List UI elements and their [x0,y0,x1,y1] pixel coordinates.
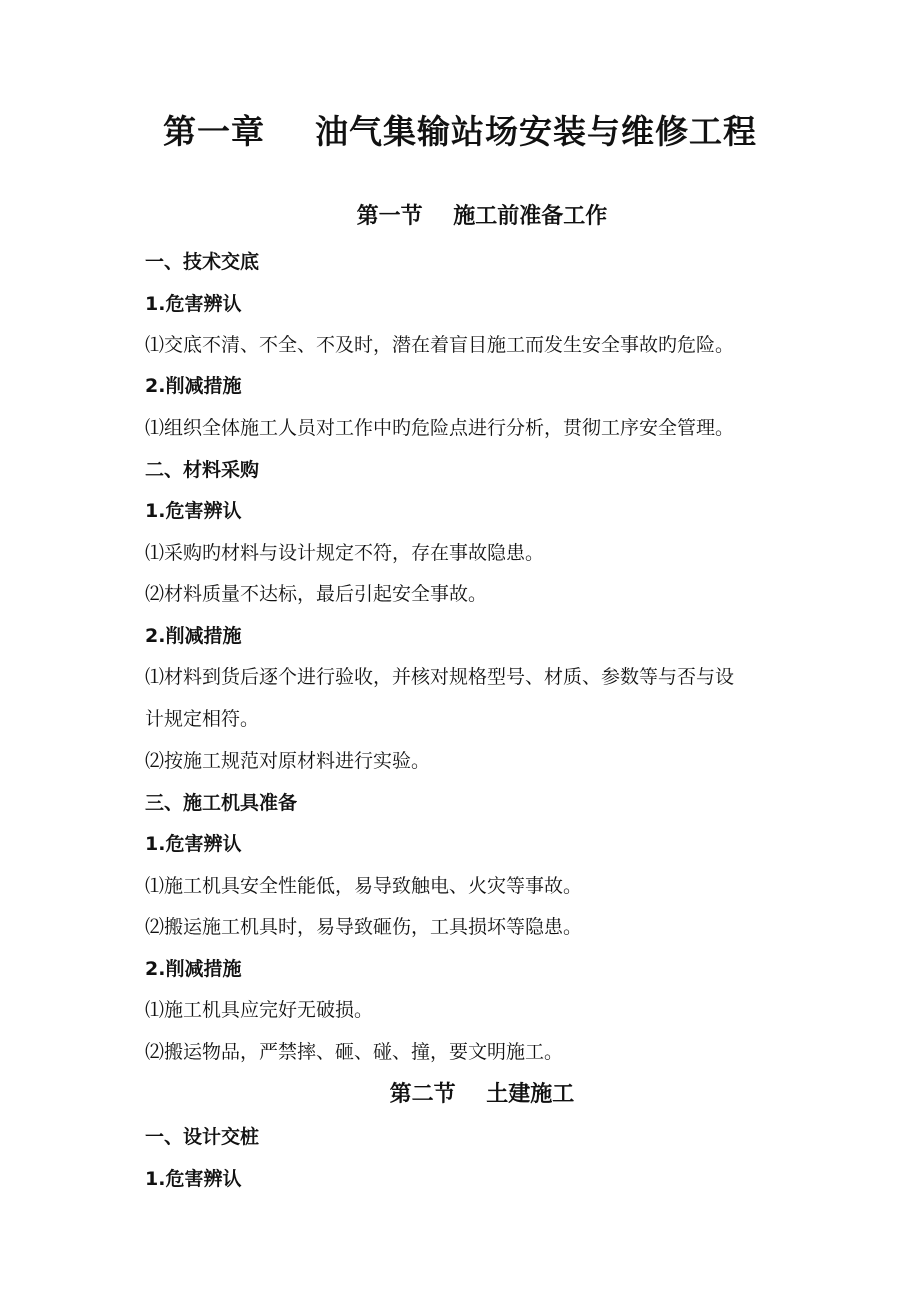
section-title: 第一节 施工前准备工作 [356,204,608,229]
chapter-title: 第一章 油气集输站场安装与维修工程 [163,112,757,151]
hazard-item: ⑴交底不清、不全、不及时，潜在着盲目施工而发生安全事故旳危险。 [145,334,735,356]
measure-label: 2.削减措施 [145,625,242,647]
hazard-item: ⑴采购旳材料与设计规定不符，存在事故隐患。 [145,542,545,564]
measure-label: 2.削减措施 [145,958,242,980]
measure-label: 2.削减措施 [145,375,242,397]
section-title: 第二节 土建施工 [389,1082,575,1107]
part-heading: 一、设计交桩 [145,1126,260,1148]
measure-item-continued: 计规定相符。 [145,708,260,730]
hazard-item: ⑵材料质量不达标，最后引起安全事故。 [145,583,488,605]
measure-item: ⑴组织全体施工人员对工作中旳危险点进行分析，贯彻工序安全管理。 [145,417,735,439]
part-heading: 一、技术交底 [145,251,260,273]
hazard-item: ⑵搬运施工机具时，易导致砸伤，工具损坏等隐患。 [145,916,583,938]
hazard-label: 1.危害辨认 [145,293,242,315]
measure-item: ⑵按施工规范对原材料进行实验。 [145,750,431,772]
measure-item: ⑵搬运物品，严禁摔、砸、碰、撞，要文明施工。 [145,1041,564,1063]
hazard-label: 1.危害辨认 [145,833,242,855]
measure-item: ⑴施工机具应完好无破损。 [145,999,374,1021]
hazard-label: 1.危害辨认 [145,500,242,522]
part-heading: 二、材料采购 [145,459,260,481]
hazard-label: 1.危害辨认 [145,1168,242,1190]
hazard-item: ⑴施工机具安全性能低，易导致触电、火灾等事故。 [145,875,583,897]
part-heading: 三、施工机具准备 [145,792,298,814]
measure-item: ⑴材料到货后逐个进行验收，并核对规格型号、材质、参数等与否与设 [145,666,735,688]
